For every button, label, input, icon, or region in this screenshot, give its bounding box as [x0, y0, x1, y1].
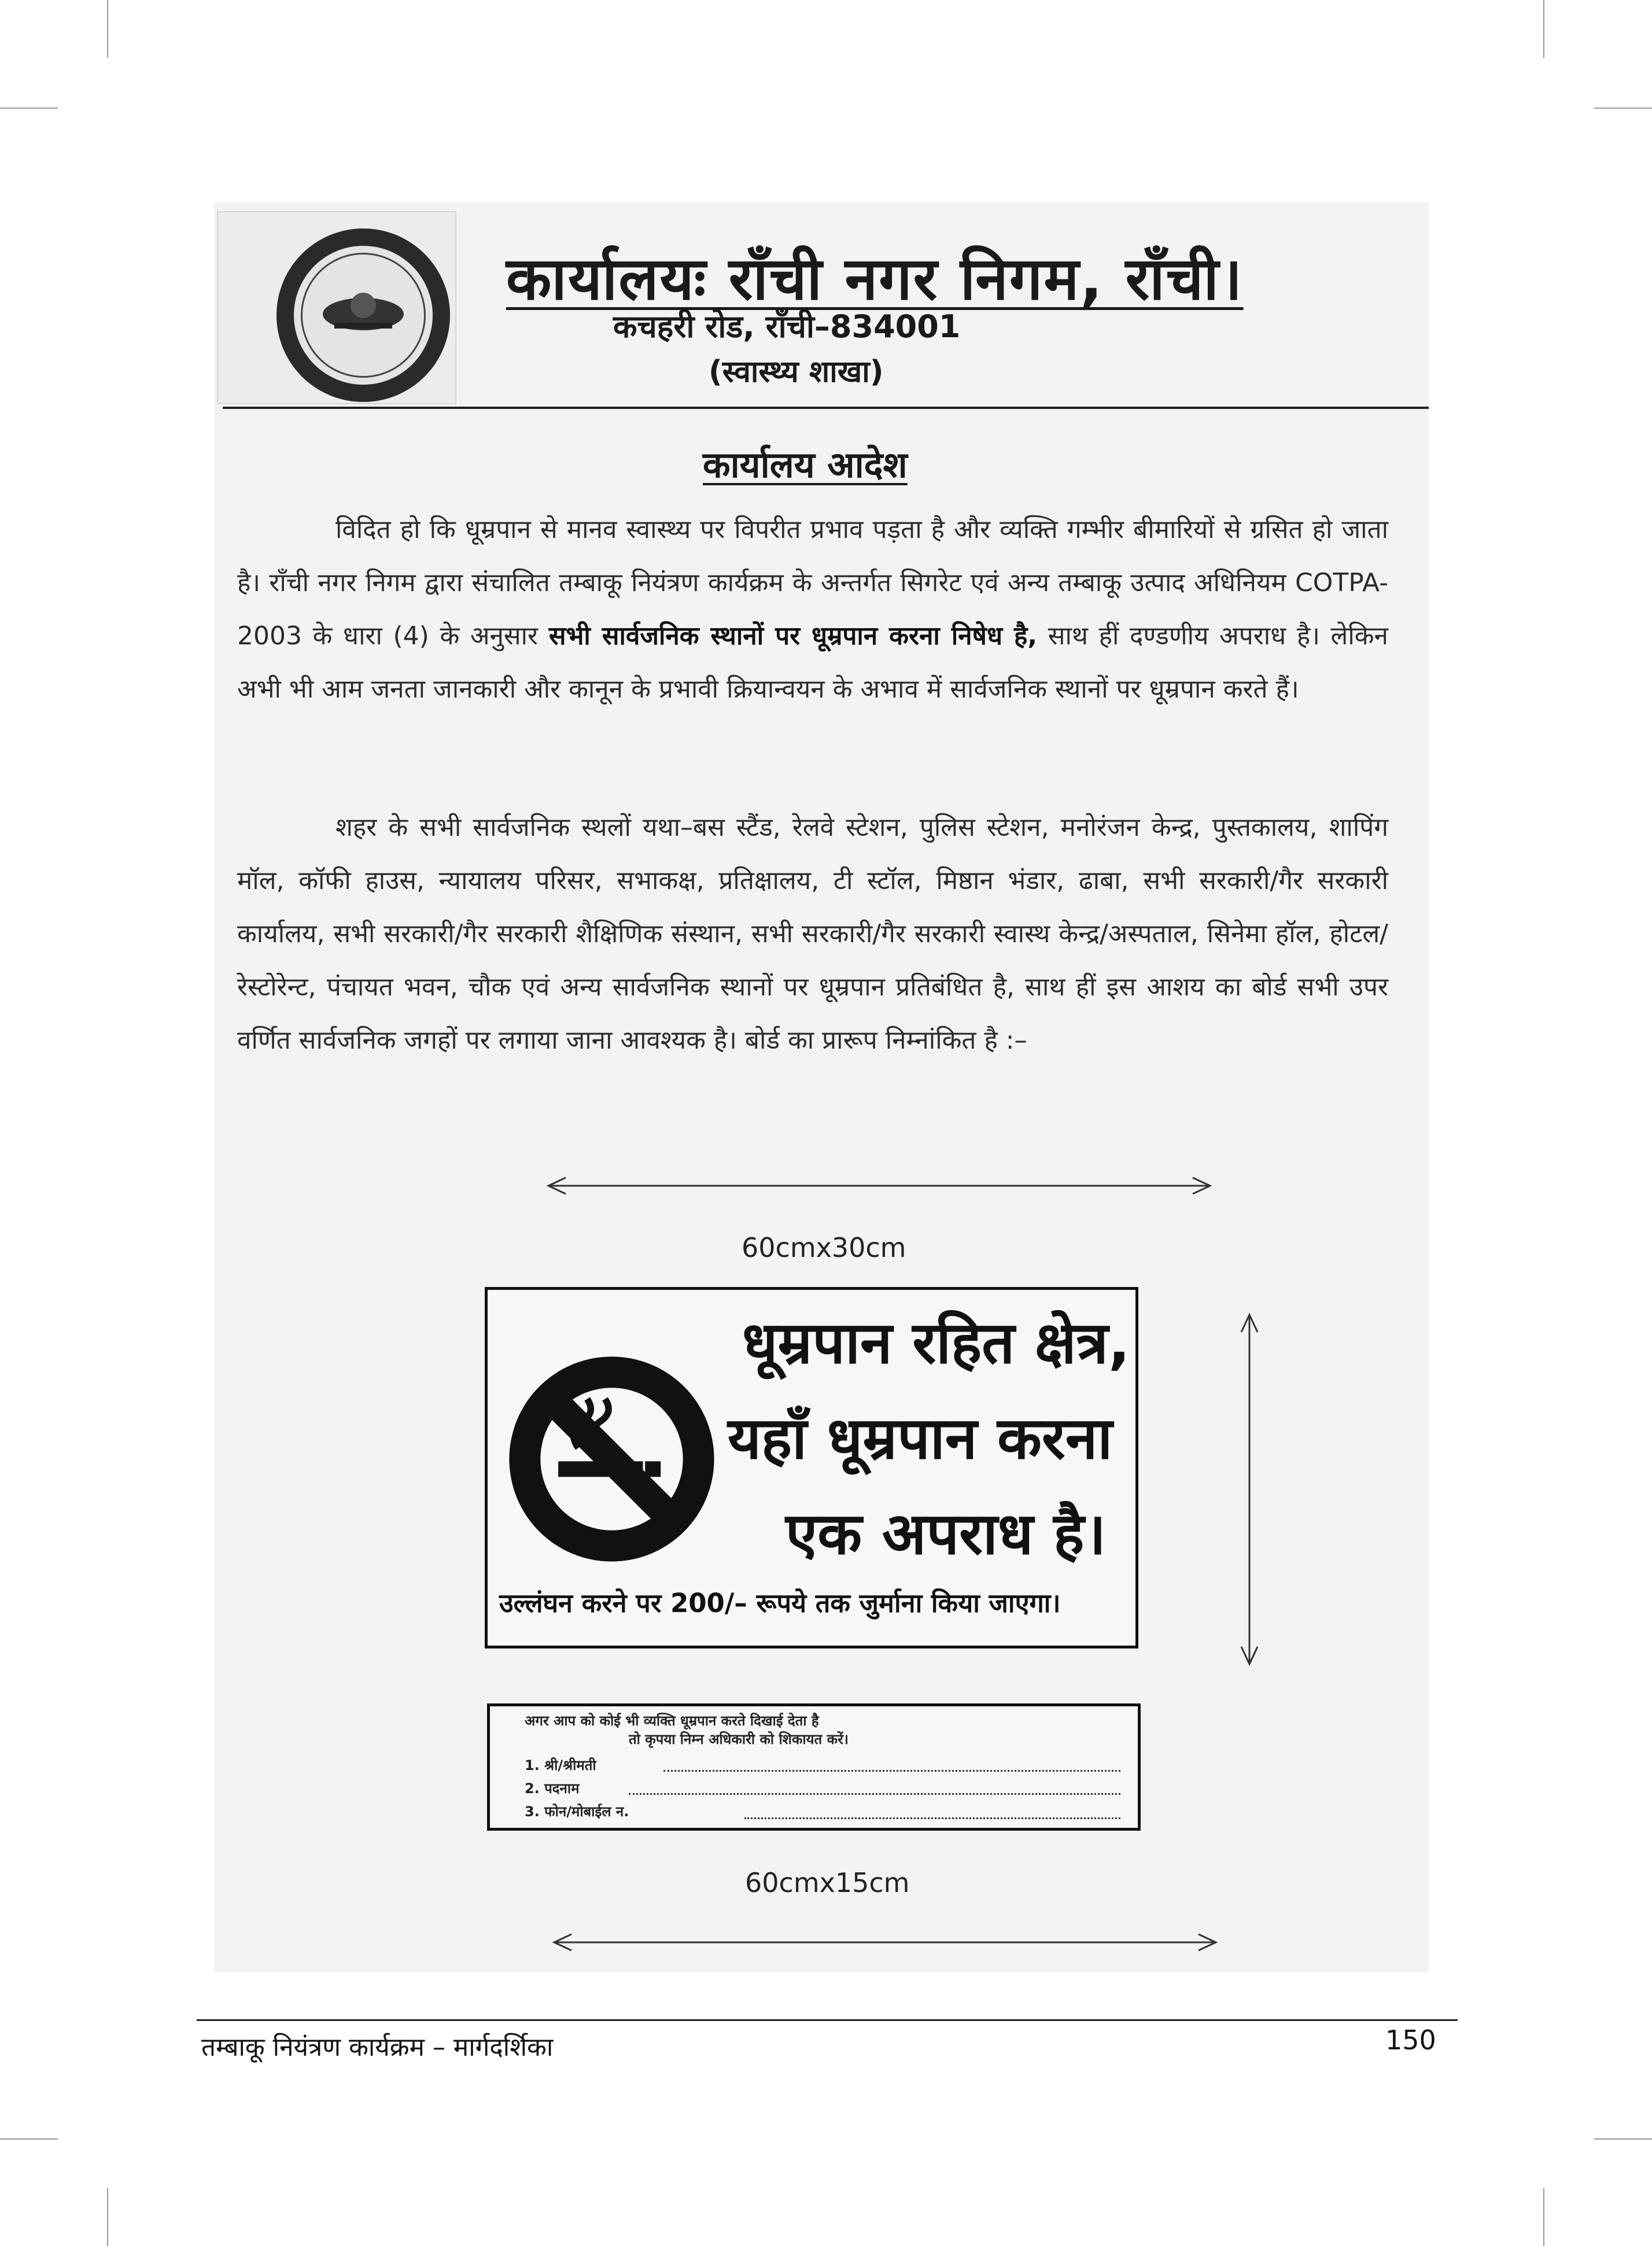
width-arrow-bottom — [550, 1931, 1220, 1954]
order-paragraph-2: शहर के सभी सार्वजनिक स्थलों यथा–बस स्टैंड, रेलवे स्टेशन, पुलिस स्टेशन, मनोरंजन केन्द्र, पुस्तकालय, शापिंग मॉल, कॉफी हाउस, न्यायालय परिसर, सभाकक्ष, प्रतिक्षालय, टी स्टॉल, मिष्ठान भंडार, ढाबा, सभी सरकारी/गैर सरकारी कार्यालय, सभी सरकारी/गैर सरकारी शैक्षिणिक संस्थान, सभी सरकारी/गैर सरकारी स्वास्थ केन्द्र/अस्पताल, सिनेमा हॉल, होटल/ रेस्टोरेन्ट, पंचायत भवन, चौक एवं अन्य सार्वजनिक स्थानों पर धूम्रपान प्रतिबंधित है, साथ हीं इस आशय का बोर्ड सभी उपर वर्णित सार्वजनिक जगहों पर लगाया जाना आवश्यक है। बोर्ड का प्रारूप निम्नांकित है :– — [237, 813, 1388, 1055]
page-number: 150 — [1385, 2024, 1436, 2056]
office-title: कार्यालयः राँची नगर निगम, राँची। — [506, 245, 1244, 314]
department-name: (स्वास्थ्य शाखा) — [709, 355, 884, 389]
crop-mark — [0, 2138, 58, 2140]
order-title: कार्यालय आदेश — [703, 444, 908, 486]
no-smoking-icon — [500, 1348, 723, 1570]
height-arrow — [1238, 1310, 1261, 1669]
bold-prohibition: सभी सार्वजनिक स्थानों पर धूम्रपान करना निषेध है, — [548, 621, 1038, 651]
board-line-1: धूम्रपान रहित क्षेत्र, — [742, 1309, 1130, 1377]
board-line-2: यहाँ धूम्रपान करना — [728, 1404, 1113, 1472]
order-paragraph-1: विदित हो कि धूम्रपान से मानव स्वास्थ्य पर विपरीत प्रभाव पड़ता है और व्यक्ति गम्भीर बीमारियों से ग्रसित हो जाता है। राँची नगर निगम द्वारा संचालित तम्बाकू नियंत्रण कार्यक्रम के अन्तर्गत सिगरेट एवं अन्य तम्बाकू उत्पाद अधिनियम COTPA-2003 के धारा (4) के अनुसार सभी सार्वजनिक स्थानों पर धूम्रपान करना निषेध है, साथ हीं दण्डणीय अपराध है। लेकिन अभी भी आम जनता जानकारी और कानून के प्रभावी क्रियान्वयन के अभाव में सार्वजनिक स्थानों पर धूम्रपान करते हैं। — [237, 515, 1388, 704]
crop-mark — [0, 108, 58, 109]
board-size-label-bottom: 60cmx15cm — [745, 1867, 910, 1898]
complaint-board — [487, 1703, 1141, 1831]
board-line-3: एक अपराध है। — [786, 1500, 1107, 1568]
board-size-label-top: 60cmx30cm — [742, 1232, 906, 1263]
crop-mark — [1543, 0, 1544, 58]
crop-mark — [107, 2188, 108, 2246]
complaint-intro-2: तो कृपया निम्न अधिकारी को शिकायत करें। — [629, 1731, 849, 1747]
complaint-field-name: 1. श्री/श्रीमती — [525, 1757, 596, 1773]
crop-mark — [107, 0, 108, 58]
crop-mark — [1543, 2188, 1544, 2246]
width-arrow-top — [544, 1174, 1215, 1197]
complaint-intro-1: अगर आप को कोई भी व्यक्ति धूम्रपान करते दिखाई देता है — [525, 1713, 819, 1729]
header-divider — [223, 407, 1429, 409]
footer-title: तम्बाकू नियंत्रण कार्यक्रम – मार्गदर्शिका — [201, 2033, 554, 2062]
complaint-field-phone: 3. फोन/मोबाईल न. — [525, 1804, 629, 1820]
no-smoking-board — [485, 1287, 1138, 1648]
footer-divider — [197, 2019, 1458, 2021]
office-address: कचहरी रोड, राँची–834001 — [613, 308, 961, 345]
crop-mark — [1594, 2138, 1652, 2140]
crop-mark — [1594, 108, 1652, 109]
complaint-field-designation: 2. पदनाम — [525, 1780, 580, 1797]
board-fine-text: उल्लंघन करने पर 200/– रूपये तक जुर्माना किया जाएगा। — [499, 1588, 1061, 1618]
seal-emblem-icon — [317, 282, 410, 340]
